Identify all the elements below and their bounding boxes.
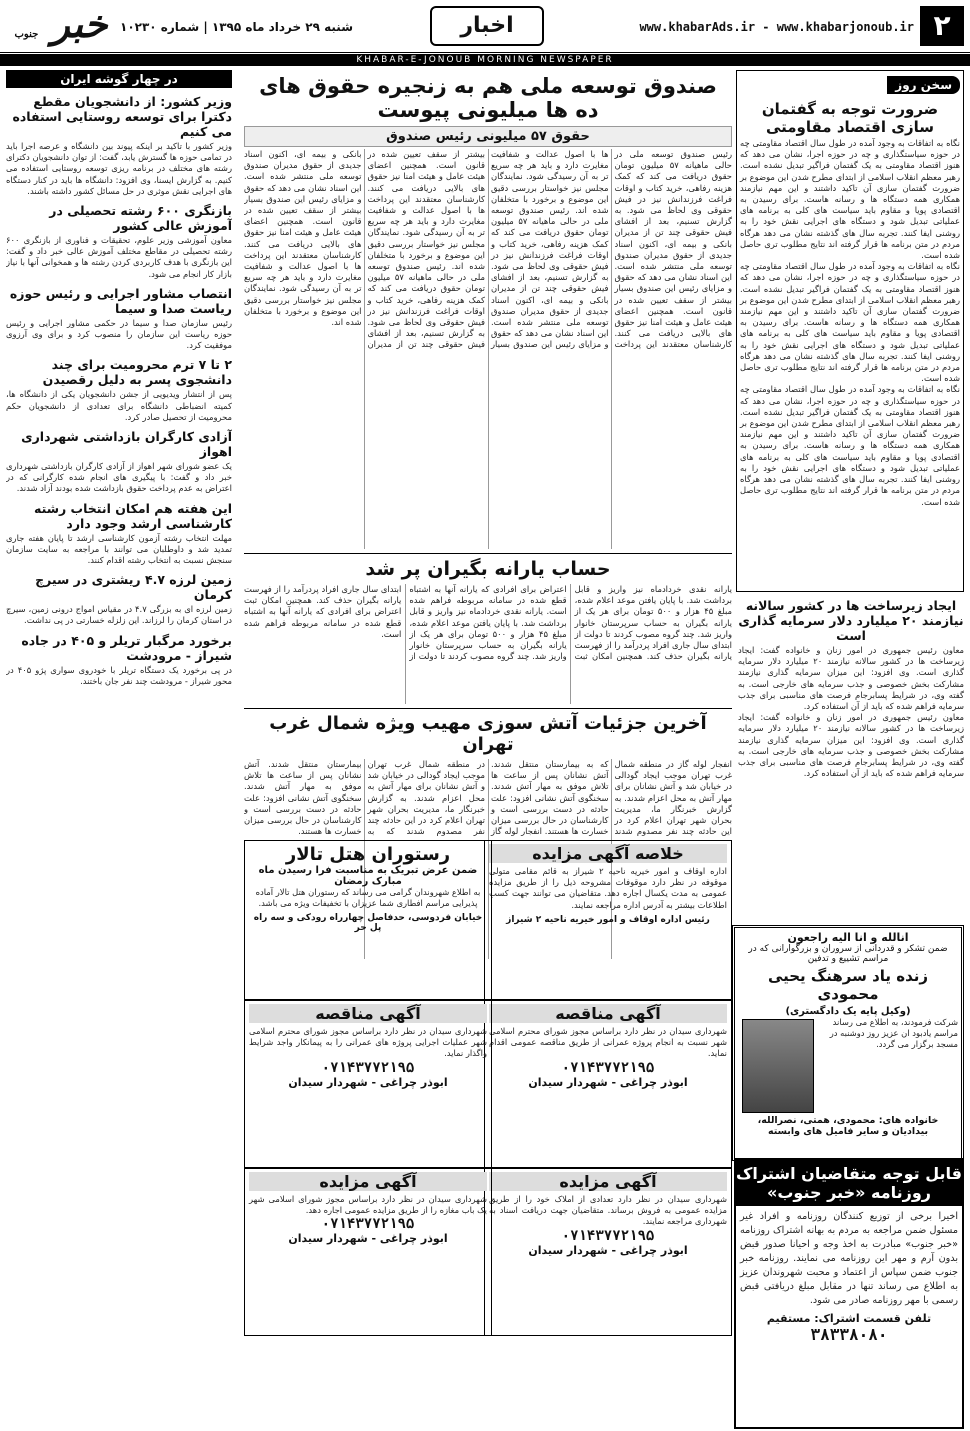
- left-story-6-body: مهلت انتخاب رشته آزمون کارشناسی ارشد تا پایان هفته جاری تمدید شد و داوطلبان می توانند با مراجعه به سایت سازمان سنجش نسبت به انتخاب رشته اقدام کنند.: [6, 532, 232, 566]
- ad-auction-1-sign: ابوذر چراغی - شهردار سیدان: [528, 1243, 688, 1257]
- left-story-8-body: در پی برخورد یک دستگاه تریلر با خودروی سواری پژو ۴۰۵ در محور شیراز - مرودشت چند نفر جان باختند.: [6, 664, 232, 686]
- ad-auction-sign: رئیس اداره اوقاف و امور خیریه ناحیه ۲ شیراز: [506, 914, 710, 925]
- left-story-2-title: بازنگری ۶۰۰ رشته تحصیلی در آموزش عالی کشور: [49, 203, 232, 234]
- left-story-6-title: این هفته هم امکان انتخاب رشته کارشناسی ارشد وجود دارد: [34, 500, 232, 531]
- dateline: شنبه ۲۹ خرداد ماه ۱۳۹۵ | شماره ۱۰۲۳۰: [120, 20, 354, 34]
- newspaper-logo: [6, 2, 116, 46]
- subsidy-story-body: [244, 584, 732, 704]
- funeral-families: خانواده های: محمودی، همتی، نصرالله، بیدادیان و سایر فامیل های وابسته: [757, 1115, 939, 1137]
- side-story-body: معاون رئیس جمهوری در امور زنان و خانواده گفت: ایجاد زیرساخت ها در کشور سالانه نیازمند ۲۰ میلیارد دلار سرمایه گذاری است. وی افزود: این میزان سرمایه گذاری نیازمند مشارکت بخش خصوصی و جذب سرمایه های خارجی است. به گفته وی، در شرایط پسابرجام فرصت های مناسبی برای جذب سرمایه فراهم شده که باید از آن استفاده کرد.: [738, 645, 964, 712]
- ad-auction-2-body: شهرداری سیدان در نظر دارد براساس مجوز شورای اسلامی شهر یک باب مغازه را از طریق مزایده عمومی اجاره دهد.: [249, 1194, 487, 1216]
- lead-story-body: [244, 149, 732, 549]
- left-story-5-body: یک عضو شورای شهر اهواز از آزادی کارگران بازداشتی شهرداری خبر داد و گفت: با پیگیری های انجام شده کارگرانی که در اعتراض به عدم پرداخت حقوق بازداشت شده بودند آزاد شدند.: [6, 461, 232, 494]
- ad-auction-2: [244, 1168, 492, 1336]
- ad-tender-1-phone: ۰۷۱۴۳۷۷۲۱۹۵: [561, 1059, 655, 1076]
- ad-hotel-body: به اطلاع شهروندان گرامی می رساند که رستوران هتل تالار آماده پذیرایی مراسم افطاری شما عزیزان با تخفیفات ویژه می باشد.: [255, 887, 481, 909]
- masthead: [0, 0, 970, 55]
- editorial-body-cont: نگاه به اتفاقات به وجود آمده در طول سال اقتصاد مقاومتی چه در حوزه سیاستگذاری و چه در حوزه اجرا، نشان می دهد که هنوز اقتصاد مقاومتی به یک گفتمان فراگیر تبدیل نشده است. رهبر معظم انقلاب اسلامی از ابتدای مطرح شدن این موضوع بر ضرورت گفتمان سازی آن تاکید داشتند و این مهم نیازمند همکاری همه دستگاه ها و رسانه هاست. برای رسیدن به اقتصادی پویا و مقاوم باید سیاست های کلی به برنامه های عملیاتی تبدیل شود و دستگاه های اجرایی نقش خود را به روشنی ایفا کنند. تجربه سال های گذشته نشان می دهد هرگاه مردم در متن برنامه ها قرار گرفته اند نتایج مطلوب تری حاصل شده است.: [740, 261, 960, 384]
- funeral-role: (وکیل پایه یک دادگستری): [785, 1006, 911, 1017]
- funeral-verse: انالله و انا الیه راجعون: [787, 931, 909, 944]
- subscription-phone-label: تلفن قسمت اشتراک: مستقیم: [766, 1312, 932, 1325]
- ads-area: [244, 840, 732, 1425]
- section-title: اخبار: [430, 6, 544, 46]
- ad-tender-1: [484, 1000, 732, 1168]
- ad-auction-2-phone: ۰۷۱۴۳۷۷۲۱۹۵: [321, 1216, 415, 1233]
- ad-auction-1-body: شهرداری سیدان در نظر دارد تعدادی از املاک خود را از طریق مزایده عمومی به فروش برساند. متقاضیان جهت دریافت اسناد به شهرداری مراجعه نمایند.: [489, 1194, 727, 1227]
- left-story-1-body: وزیر کشور با تاکید بر اینکه پیوند بین دانشگاه و عرصه اجرا باید در تمامی حوزه ها گسترش یابد، گفت: از توان دانشجویان دکترای رشته های مختلف در برنامه ریزی توسعه روستایی استفاده می کنیم. به گزارش ایسنا، وی افزود: دانشگاه ها باید در کنار دستگاه های اجرایی نقش موثری در حل مسائل کشور داشته باشند.: [6, 141, 232, 196]
- subsidy-story-title: حساب یارانه بگیران پر شد: [365, 558, 611, 580]
- editorial-tag: سخن روز: [887, 76, 960, 94]
- ad-tender-2: [244, 1000, 492, 1168]
- logo-subtext: جنوب: [14, 29, 39, 40]
- left-story-2-body: معاون آموزشی وزیر علوم، تحقیقات و فناوری از بازنگری ۶۰۰ رشته تحصیلی در مقاطع مختلف آموزش عالی خبر داد و گفت: این بازنگری با هدف کاربردی کردن رشته ها و همخوانی آنها با نیاز بازار کار انجام می شود.: [6, 235, 232, 279]
- side-story-title: ایجاد زیرساخت ها در کشور سالانه نیازمند ۲۰ میلیارد دلار سرمایه گذاری است: [738, 598, 964, 643]
- english-strip: KHABAR-E-JONOUB MORNING NEWSPAPER: [0, 54, 970, 66]
- left-story-4-title: ۲ تا ۷ ترم محرومیت برای چند دانشجوی پسر به دلیل رقصیدن: [42, 357, 232, 388]
- ad-auction-2-sign: ابوذر چراغی - شهردار سیدان: [288, 1232, 448, 1246]
- subsidy-body-1: یارانه نقدی خردادماه نیز واریز و قابل برداشت شد. با پایان یافتن موعد اعلام شده، مبلغ ۴۵ هزار و ۵۰۰ تومان برای هر یک از یارانه بگیران به حساب سرپرستان خانوار واریز شد. چند گروه مصوب کردند تا دولت از ابتدای سال جاری افراد پردرآمد را از فهرست یارانه بگیران حذف کند. همچنین امکان ثبت اعتراض برای افرادی که یارانه آنها به اشتباه قطع شده در سامانه مربوطه فراهم شده است.: [409, 584, 732, 662]
- editorial-title: ضرورت توجه به گفتمان سازی اقتصاد مقاومتی: [761, 100, 939, 136]
- ad-hotel-title: رستوران هتل تالار: [285, 844, 451, 865]
- ad-tender-1-body: شهرداری سیدان در نظر دارد براساس مجوز شورای محترم اسلامی شهر نسبت به انجام پروژه عمرانی از طریق مناقصه عمومی اقدام نماید.: [489, 1026, 727, 1059]
- left-story-7-title: زمین لرزه ۴.۷ ریشتری در سیرچ کرمان: [35, 572, 232, 603]
- left-story-5-title: آزادی کارگران بازداشتی شهرداری اهواز: [21, 429, 232, 460]
- fire-story-title: آخرین جزئیات آتش سوزی مهیب ویژه شمال غرب تهران: [269, 713, 707, 755]
- ad-auction-1: [484, 1168, 732, 1336]
- left-story-3-title: انتصاب مشاور اجرایی و رئیس حوزه ریاست صدا و سیما: [9, 285, 232, 316]
- ad-tender-2-title: آگهی مناقصه: [249, 1004, 487, 1023]
- website-links[interactable]: www.khabarAds.ir - www.khabarjonoub.ir: [639, 20, 914, 34]
- left-news-column: [6, 70, 232, 1425]
- subsidy-body-2: یارانه نقدی خردادماه نیز واریز و قابل برداشت شد. با پایان یافتن موعد اعلام شده، مبلغ ۴۵ هزار و ۵۰۰ تومان برای هر یک از یارانه بگیران به حساب سرپرستان خانوار واریز شد. چند گروه مصوب کردند تا دولت از ابتدای سال جاری افراد پردرآمد را از فهرست یارانه بگیران حذف کند. همچنین امکان ثبت اعتراض برای افرادی که یارانه آنها به اشتباه قطع شده در سامانه مربوطه فراهم شده است.: [244, 584, 567, 662]
- ad-hotel-subtitle: ضمن عرض تبریک به مناسبت فرا رسیدن ماه مبارک رمضان: [258, 865, 478, 887]
- lead-story-subtitle: حقوق ۵۷ میلیونی رئیس صندوق: [244, 126, 732, 147]
- ad-hotel-address: خیابان فردوسی، حدفاصل چهارراه رودکی و سه راه پل حر: [253, 913, 483, 934]
- ad-auction-2-title: آگهی مزایده: [249, 1172, 487, 1191]
- lead-body-1: رئیس صندوق توسعه ملی در حالی ماهیانه ۵۷ میلیون تومان حقوق دریافت می کند که کمک هزینه رفاهی، خرید کتاب و اوقات فراغت فرزندانش نیز در فیش حقوقی وی لحاظ می شود. به گزارش تسنیم، بعد از افشای فیش حقوقی چند تن از مدیران بانکی و بیمه ای، اکنون اسناد جدیدی از حقوق مدیران صندوق توسعه ملی منتشر شده است. این اسناد نشان می دهد که حقوق و مزایای رئیس این صندوق بسیار بیشتر از سقف تعیین شده در قانون است. همچنین اعضای هیئت عامل و هیئت امنا نیز حقوق های بالایی دریافت می کنند. کارشناسان معتقدند این پرداخت ها با اصول عدالت و شفافیت مغایرت دارد و باید هر چه سریع تر به آن رسیدگی شود. نمایندگان مجلس نیز خواستار بررسی دقیق این موضوع و برخورد با متخلفان شده اند.: [491, 149, 732, 350]
- deceased-photo: [742, 1019, 814, 1113]
- ad-auction-title: خلاصه آگهی مزایده: [489, 844, 727, 863]
- ad-hotel: [244, 840, 492, 1000]
- left-story-3-body: رئیس سازمان صدا و سیما در حکمی مشاور اجرایی و رئیس حوزه ریاست این سازمان را منصوب کرد و برای وی آرزوی موفقیت کرد.: [6, 317, 232, 351]
- left-column-tag: در چهار گوشه ایران: [6, 70, 232, 88]
- subscription-title: قابل توجه متقاضیان اشتراک روزنامه «خبر جنوب»: [736, 1160, 962, 1206]
- side-story: [738, 592, 964, 922]
- left-story-8-title: برخورد مرگبار تریلر و ۴۰۵ در جاده شیراز - مرودشت: [21, 632, 232, 663]
- subscription-phone: ۳۸۳۳۸۰۸۰: [810, 1325, 888, 1344]
- funeral-notice: [732, 925, 964, 1161]
- lead-body-3: رئیس صندوق توسعه ملی در حالی ماهیانه ۵۷ میلیون تومان حقوق دریافت می کند که کمک هزینه رفاهی، خرید کتاب و اوقات فراغت فرزندانش نیز در فیش حقوقی وی لحاظ می شود. به گزارش تسنیم، بعد از افشای فیش حقوقی چند تن از مدیران بانکی و بیمه ای، اکنون اسناد جدیدی از حقوق مدیران صندوق توسعه ملی منتشر شده است. این اسناد نشان می دهد که حقوق و مزایای رئیس این صندوق بسیار بیشتر از سقف تعیین شده در قانون است. همچنین اعضای هیئت عامل و هیئت امنا نیز حقوق های بالایی دریافت می کنند. کارشناسان معتقدند این پرداخت ها با اصول عدالت و شفافیت مغایرت دارد و باید هر چه سریع تر به آن رسیدگی شود. نمایندگان مجلس نیز خواستار بررسی دقیق این موضوع و برخورد با متخلفان شده اند.: [244, 149, 485, 350]
- subscription-body: اخیرا برخی از توزیع کنندگان روزنامه و افراد غیر مسئول ضمن مراجعه به مردم به بهانه اشتراک روزنامه «خبر جنوب» مبادرت به اخذ وجه و احیانا صدور قبض بدون آرم و مهر این روزنامه می نمایند. روزنامه خبر جنوب ضمن سپاس از اعتماد و محبت شهروندان عزیز به اطلاع می رساند تنها در مقابل مبلغ دریافتی قبض رسمی با مهر روزنامه صادر می شود.: [740, 1211, 958, 1306]
- lead-story-title: صندوق توسعه ملی هم به زنجیره حقوق های ده ها میلیونی پیوست: [259, 74, 717, 122]
- ad-tender-1-title: آگهی مناقصه: [489, 1004, 727, 1023]
- ad-auction-1-phone: ۰۷۱۴۳۷۷۲۱۹۵: [561, 1227, 655, 1244]
- page-number: ۲: [920, 6, 964, 46]
- subscription-notice: [734, 1158, 964, 1429]
- ad-auction-1-title: آگهی مزایده: [489, 1172, 727, 1191]
- fire-body-2: انفجار لوله گاز در منطقه شمال غرب تهران موجب ایجاد گودالی در خیابان شد و آتش نشانان برای مهار آتش به محل اعزام شدند. به گزارش خبرنگار ما، مدیریت بحران شهر تهران اعلام کرد در این حادثه چند نفر مصدوم شدند که به بیمارستان منتقل شدند. آتش نشانان پس از ساعت ها تلاش موفق به مهار آتش شدند. سخنگوی آتش نشانی افزود: علت حادثه در دست بررسی است و کارشناسان در حال بررسی میزان خسارت ها هستند.: [244, 759, 542, 837]
- editorial-box: [736, 70, 964, 592]
- ad-auction-summary: [484, 840, 732, 1000]
- lead-body-2: رئیس صندوق توسعه ملی در حالی ماهیانه ۵۷ میلیون تومان حقوق دریافت می کند که کمک هزینه رفاهی، خرید کتاب و اوقات فراغت فرزندانش نیز در فیش حقوقی وی لحاظ می شود. به گزارش تسنیم، بعد از افشای فیش حقوقی چند تن از مدیران بانکی و بیمه ای، اکنون اسناد جدیدی از حقوق مدیران صندوق توسعه ملی منتشر شده است. این اسناد نشان می دهد که حقوق و مزایای رئیس این صندوق بسیار بیشتر از سقف تعیین شده در قانون است. همچنین اعضای هیئت عامل و هیئت امنا نیز حقوق های بالایی دریافت می کنند. کارشناسان معتقدند این پرداخت ها با اصول عدالت و شفافیت مغایرت دارد و باید هر چه سریع تر به آن رسیدگی شود. نمایندگان مجلس نیز خواستار بررسی دقیق این موضوع و برخورد با متخلفان شده اند.: [367, 149, 609, 350]
- editorial-body: نگاه به اتفاقات به وجود آمده در طول سال اقتصاد مقاومتی چه در حوزه سیاستگذاری و چه در حوزه اجرا، نشان می دهد که هنوز اقتصاد مقاومتی به یک گفتمان فراگیر تبدیل نشده است. رهبر معظم انقلاب اسلامی از ابتدای مطرح شدن این موضوع بر ضرورت گفتمان سازی آن تاکید داشتند و این مهم نیازمند همکاری همه دستگاه ها و رسانه هاست. برای رسیدن به اقتصادی پویا و مقاوم باید سیاست های کلی به برنامه های عملیاتی تبدیل شود و دستگاه های اجرایی نقش خود را به روشنی ایفا کنند. تجربه سال های گذشته نشان می دهد هرگاه مردم در متن برنامه ها قرار گرفته اند نتایج مطلوب تری حاصل شده است.: [740, 138, 960, 261]
- ad-tender-1-sign: ابوذر چراغی - شهردار سیدان: [528, 1075, 688, 1089]
- funeral-name: زنده یاد سرهنگ یحیی محمودی: [767, 967, 929, 1003]
- ad-tender-2-phone: ۰۷۱۴۳۷۷۲۱۹۵: [321, 1059, 415, 1076]
- left-story-7-body: زمین لرزه ای به بزرگی ۴.۷ در مقیاس امواج درونی زمین، سیرچ در استان کرمان را لرزاند. این زلزله خسارتی در پی نداشت.: [6, 604, 232, 626]
- side-story-body-cont: معاون رئیس جمهوری در امور زنان و خانواده گفت: ایجاد زیرساخت ها در کشور سالانه نیازمند ۲۰ میلیارد دلار سرمایه گذاری است. وی افزود: این میزان سرمایه گذاری نیازمند مشارکت بخش خصوصی و جذب سرمایه های خارجی است. به گفته وی، در شرایط پسابرجام فرصت های مناسبی برای جذب سرمایه فراهم شده که باید از آن استفاده کرد.: [738, 712, 964, 779]
- left-story-4-body: پس از انتشار ویدیویی از جشن دانشجویان یکی از دانشگاه ها، کمیته انضباطی دانشگاه برای تعدادی از دانشجویان حکم محرومیت از تحصیل صادر کرد.: [6, 389, 232, 422]
- fire-body-1: انفجار لوله گاز در منطقه شمال غرب تهران موجب ایجاد گودالی در خیابان شد و آتش نشانان برای مهار آتش به محل اعزام شدند. به گزارش خبرنگار ما، مدیریت بحران شهر تهران اعلام کرد در این حادثه چند نفر مصدوم شدند که به بیمارستان منتقل شدند. آتش نشانان پس از ساعت ها تلاش موفق به مهار آتش شدند. سخنگوی آتش نشانی افزود: علت حادثه در دست بررسی است و کارشناسان در حال بررسی میزان خسارت ها هستند.: [491, 759, 732, 837]
- funeral-body: شرکت فرمودند، به اطلاع می رساند مراسم یادبود ان عزیز روز دوشنبه در مسجد برگزار می گردد.: [829, 1017, 958, 1050]
- logo-text: خبر: [51, 1, 108, 46]
- left-story-1-title: وزیر کشور: از دانشجویان مقطع دکترا برای توسعه روستایی استفاده می کنیم: [12, 94, 232, 139]
- ad-tender-2-sign: ابوذر چراغی - شهردار سیدان: [288, 1075, 448, 1089]
- ad-auction-body: اداره اوقاف و امور خیریه ناحیه ۲ شیراز به قائم مقامی متولی موقوفه در نظر دارد موقوفات مشروحه ذیل را از طریق مزایده عمومی به مدت یکسال اجاره دهد. متقاضیان می توانند جهت کسب اطلاعات بیشتر به آدرس اداره مراجعه نمایند.: [489, 866, 727, 910]
- funeral-intro: ضمن تشکر و قدردانی از سروران و بزرگوارانی که در مراسم تشییع و تدفین: [748, 944, 948, 964]
- ad-tender-2-body: شهرداری سیدان در نظر دارد براساس مجوز شورای محترم اسلامی شهر عملیات اجرایی پروژه های عمرانی را به پیمانکار واجد شرایط واگذار نماید.: [249, 1026, 487, 1059]
- editorial-body-cont2: نگاه به اتفاقات به وجود آمده در طول سال اقتصاد مقاومتی چه در حوزه سیاستگذاری و چه در حوزه اجرا، نشان می دهد که هنوز اقتصاد مقاومتی به یک گفتمان فراگیر تبدیل نشده است. رهبر معظم انقلاب اسلامی از ابتدای مطرح شدن این موضوع بر ضرورت گفتمان سازی آن تاکید داشتند و این مهم نیازمند همکاری همه دستگاه ها و رسانه هاست. برای رسیدن به اقتصادی پویا و مقاوم باید سیاست های کلی به برنامه های عملیاتی تبدیل شود و دستگاه های اجرایی نقش خود را به روشنی ایفا کنند. تجربه سال های گذشته نشان می دهد هرگاه مردم در متن برنامه ها قرار گرفته اند نتایج مطلوب تری حاصل شده است.: [740, 384, 960, 507]
